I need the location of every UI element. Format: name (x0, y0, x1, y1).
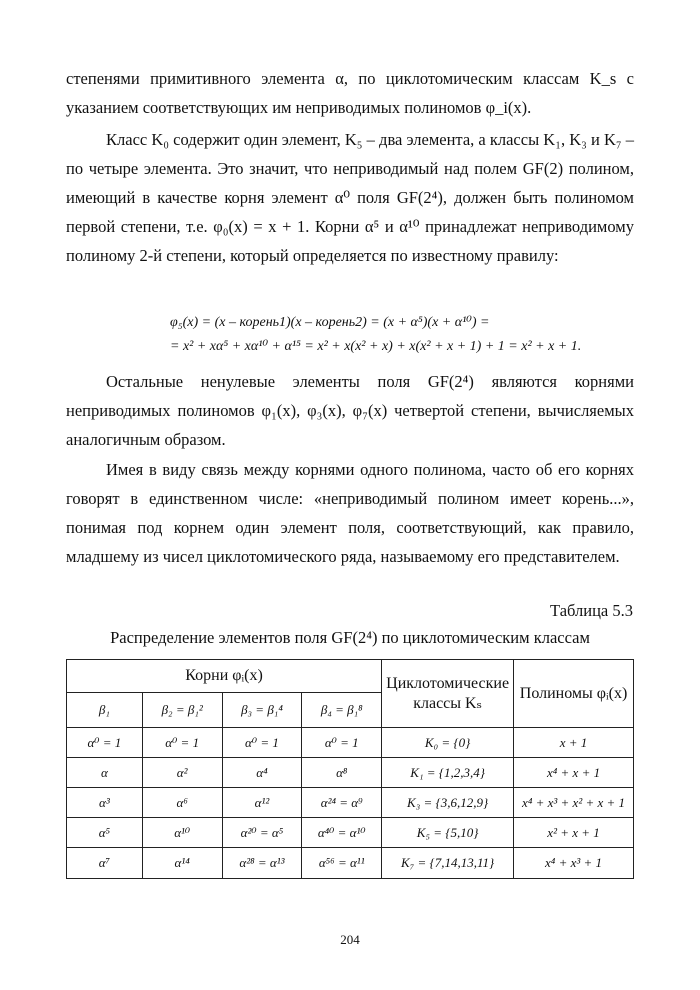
cell-beta4: α⁴⁰ = α¹⁰ (302, 818, 382, 848)
beta-header-2: β₂ = β₁² (142, 693, 222, 728)
header-polynomials: Полиномы φᵢ(x) (514, 660, 634, 728)
formula-line-1: φ₅(x) = (x – корень1)(x – корень2) = (x + α⁵)(x + α¹⁰) = (170, 315, 490, 330)
table-row (67, 818, 634, 848)
cell-polynomial: x² + x + 1 (514, 818, 634, 848)
header-classes: Циклотомические классы Kₛ (382, 660, 514, 728)
paragraph-2: Класс K₀ содержит один элемент, K₅ – два элемента, а классы K₁, K₃ и K₇ – по четыре элемента. Это значит, что неприводимый над полем GF(2) полином, имеющий в качестве корня элемент α⁰ поля GF(2⁴), должен быть полиномом первой степени, т.е. φ₀(x) = x + 1. Корни α⁵ и α¹⁰ принадлежат неприводимому полиному 2-й степени, который определяется по известному правилу: (66, 130, 634, 265)
table-row (67, 758, 634, 788)
cell-class: K₀ = {0} (382, 728, 514, 758)
header-roots: Корни φᵢ(x) (67, 660, 382, 693)
cell-beta3: α⁰ = 1 (222, 728, 302, 758)
cell-beta1: α⁵ (67, 818, 143, 848)
cell-beta1: α⁰ = 1 (67, 728, 143, 758)
cell-beta2: α⁰ = 1 (142, 728, 222, 758)
beta-header-3: β₃ = β₁⁴ (222, 693, 302, 728)
cell-beta1: α (67, 758, 143, 788)
cyclotomic-table (66, 659, 634, 879)
cell-beta2: α² (142, 758, 222, 788)
cell-class: K₃ = {3,6,12,9} (382, 788, 514, 818)
cell-beta3: α¹² (222, 788, 302, 818)
cell-beta4: α⁵⁶ = α¹¹ (302, 848, 382, 879)
table-caption: Распределение элементов поля GF(2⁴) по циклотомическим классам (110, 628, 590, 647)
beta-header-4: β₄ = β₁⁸ (302, 693, 382, 728)
cell-beta2: α¹⁰ (142, 818, 222, 848)
cell-beta4: α⁰ = 1 (302, 728, 382, 758)
cell-polynomial: x⁴ + x + 1 (514, 758, 634, 788)
cell-beta3: α⁴ (222, 758, 302, 788)
cell-class: K₁ = {1,2,3,4} (382, 758, 514, 788)
paragraph-4: Имея в виду связь между корнями одного полинома, часто об его корнях говорят в единственном числе: «неприводимый полином имеет корень...», понимая под корнем один элемент поля, соответствующий, как правило, младшему из чисел циклотомического ряда, называемому его представителем. (66, 460, 634, 566)
table-row (67, 728, 634, 758)
table-row (67, 848, 634, 879)
cell-beta3: α²⁰ = α⁵ (222, 818, 302, 848)
paragraph-1: степенями примитивного элемента α, по циклотомическим классам K_s с указанием соответствующих им неприводимых полиномов φ_i(x). (66, 69, 634, 117)
page-number: 204 (340, 932, 360, 947)
cell-beta2: α¹⁴ (142, 848, 222, 879)
cell-polynomial: x + 1 (514, 728, 634, 758)
cell-beta2: α⁶ (142, 788, 222, 818)
cell-beta3: α²⁸ = α¹³ (222, 848, 302, 879)
cell-beta4: α²⁴ = α⁹ (302, 788, 382, 818)
table-row (67, 788, 634, 818)
cell-polynomial: x⁴ + x³ + 1 (514, 848, 634, 879)
table-label: Таблица 5.3 (550, 601, 633, 620)
cell-class: K₇ = {7,14,13,11} (382, 848, 514, 879)
cell-polynomial: x⁴ + x³ + x² + x + 1 (514, 788, 634, 818)
cell-beta1: α³ (67, 788, 143, 818)
paragraph-3: Остальные ненулевые элементы поля GF(2⁴) являются корнями неприводимых полиномов φ₁(x), φ₃(x), φ₇(x) четвертой степени, вычисляемых аналогичным образом. (66, 372, 634, 449)
beta-header-1: β₁ (67, 693, 143, 728)
formula-line-2: = x² + xα⁵ + xα¹⁰ + α¹⁵ = x² + x(x² + x) + x(x² + x + 1) + 1 = x² + x + 1. (170, 339, 582, 354)
cell-beta4: α⁸ (302, 758, 382, 788)
cell-class: K₅ = {5,10} (382, 818, 514, 848)
cell-beta1: α⁷ (67, 848, 143, 879)
